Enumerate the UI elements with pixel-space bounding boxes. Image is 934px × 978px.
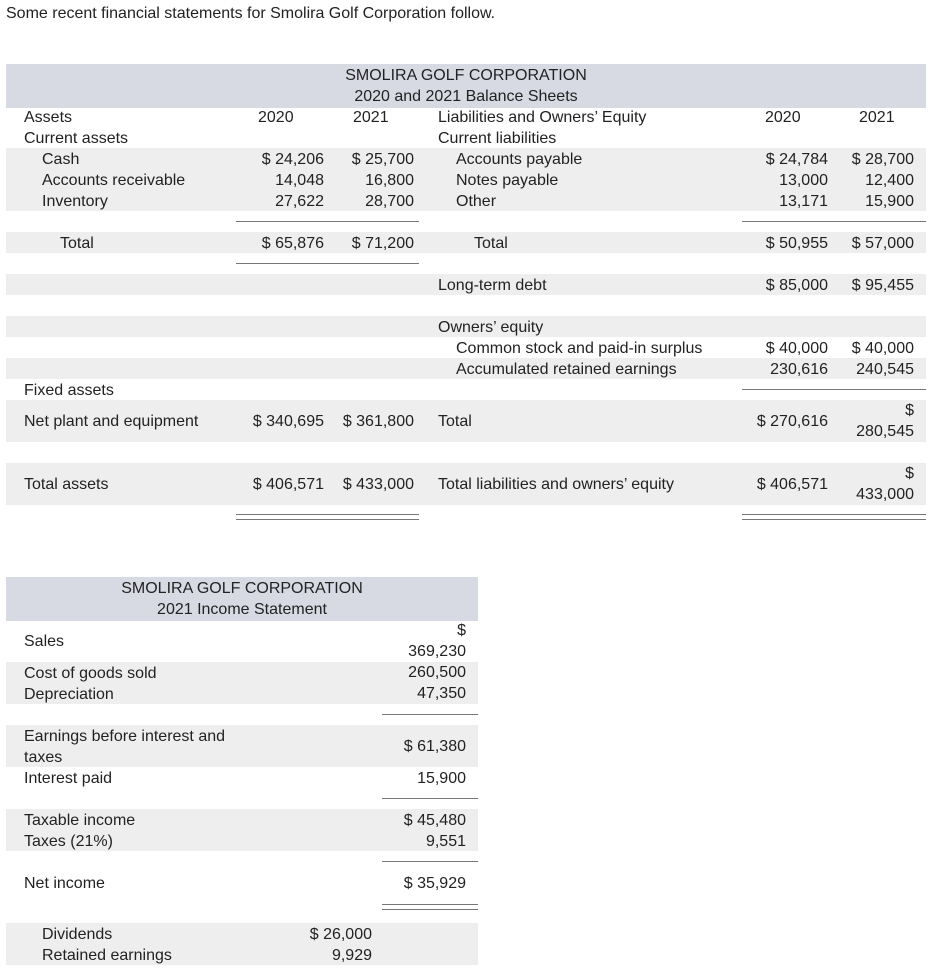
depreciation-value: 47,350 — [417, 685, 466, 702]
common-stock-label: Common stock and paid-in surplus — [456, 340, 703, 357]
interest-label: Interest paid — [24, 770, 113, 787]
ap-2020: $ 24,784 — [765, 151, 828, 168]
total-assets-label: Total assets — [24, 476, 109, 493]
total-le-label: Total liabilities and owners’ equity — [438, 476, 674, 493]
other-2021: 15,900 — [865, 193, 914, 210]
ar-2021: 16,800 — [365, 172, 414, 189]
liab-year2: 2021 — [859, 109, 895, 126]
total-le-2021: 433,000 — [856, 486, 914, 503]
assets-header: Assets — [24, 109, 73, 126]
cash-2020: $ 24,206 — [261, 151, 324, 168]
rule-interest — [382, 798, 478, 799]
total-le-2021-sign: $ — [905, 465, 914, 482]
fixed-assets-label: Fixed assets — [24, 382, 114, 399]
rule-current-assets — [236, 221, 419, 222]
retained-earnings-value: 9,929 — [331, 947, 372, 964]
ar-label: Accounts receivable — [42, 172, 186, 189]
ap-label: Accounts payable — [456, 151, 583, 168]
rule-expenses — [382, 714, 478, 715]
dividends-label: Dividends — [42, 926, 113, 943]
current-liabilities-label: Current liabilities — [438, 130, 557, 147]
total-current-liab-2020: $ 50,955 — [765, 235, 828, 252]
rule-equity — [742, 389, 926, 390]
total-equity-2021: 280,545 — [856, 423, 914, 440]
total-assets-2021: $ 433,000 — [342, 476, 414, 493]
cash-2021: $ 25,700 — [351, 151, 414, 168]
interest-value: 15,900 — [417, 770, 466, 787]
rule-current-liab — [742, 221, 926, 222]
double-rule-total-assets — [236, 514, 419, 520]
other-label: Other — [456, 193, 497, 210]
double-rule-total-le — [742, 514, 926, 520]
bs-company-name: SMOLIRA GOLF CORPORATION — [345, 67, 587, 84]
total-current-assets-2021: $ 71,200 — [351, 235, 414, 252]
net-plant-label: Net plant and equipment — [24, 413, 199, 430]
retained-2020: 230,616 — [770, 361, 828, 378]
retained-earnings-label: Retained earnings — [42, 947, 172, 964]
ap-2021: $ 28,700 — [851, 151, 914, 168]
ebit-value: $ 61,380 — [403, 738, 466, 755]
inventory-2020: 27,622 — [275, 193, 324, 210]
ltd-2020: $ 85,000 — [765, 277, 828, 294]
taxes-label: Taxes (21%) — [24, 833, 113, 850]
depreciation-label: Depreciation — [24, 686, 114, 703]
np-label: Notes payable — [456, 172, 559, 189]
ltd-2021: $ 95,455 — [851, 277, 914, 294]
total-assets-2020: $ 406,571 — [252, 476, 324, 493]
net-income-label: Net income — [24, 875, 105, 892]
dividends-value: $ 26,000 — [309, 926, 372, 943]
ebit-label-line2: taxes — [24, 749, 63, 766]
double-rule-net-income — [382, 904, 478, 910]
rule-taxes — [382, 861, 478, 862]
assets-year1: 2020 — [258, 109, 294, 126]
is-company-name: SMOLIRA GOLF CORPORATION — [121, 580, 363, 597]
total-current-assets-2020: $ 65,876 — [261, 235, 324, 252]
total-equity-2021-sign: $ — [905, 402, 914, 419]
net-income-value: $ 35,929 — [403, 875, 466, 892]
other-2020: 13,171 — [779, 193, 828, 210]
np-2020: 13,000 — [779, 172, 828, 189]
total-current-assets-label: Total — [60, 235, 94, 252]
net-plant-2020: $ 340,695 — [252, 413, 324, 430]
sales-label: Sales — [24, 633, 65, 650]
inventory-label: Inventory — [42, 193, 108, 210]
liab-year1: 2020 — [765, 109, 801, 126]
intro-text: Some recent financial statements for Smolira Golf Corporation follow. — [6, 5, 496, 22]
retained-label: Accumulated retained earnings — [456, 361, 677, 378]
bs-title: 2020 and 2021 Balance Sheets — [354, 88, 578, 105]
taxable-income-value: $ 45,480 — [403, 812, 466, 829]
assets-year2: 2021 — [353, 109, 389, 126]
common-stock-2021: $ 40,000 — [851, 340, 914, 357]
cogs-value: 260,500 — [408, 664, 466, 681]
np-2021: 12,400 — [865, 172, 914, 189]
total-current-liab-label: Total — [474, 235, 508, 252]
total-current-liab-2021: $ 57,000 — [851, 235, 914, 252]
inventory-2021: 28,700 — [365, 193, 414, 210]
total-equity-label: Total — [438, 413, 472, 430]
retained-2021: 240,545 — [856, 361, 914, 378]
is-title: 2021 Income Statement — [157, 601, 327, 618]
cash-label: Cash — [42, 151, 80, 168]
cogs-label: Cost of goods sold — [24, 665, 157, 682]
sales-value: 369,230 — [408, 643, 466, 660]
ar-2020: 14,048 — [275, 172, 324, 189]
total-le-2020: $ 406,571 — [756, 476, 828, 493]
ltd-label: Long-term debt — [438, 277, 547, 294]
ebit-label-line1: Earnings before interest and — [24, 728, 226, 745]
current-assets-label: Current assets — [24, 130, 129, 147]
common-stock-2020: $ 40,000 — [765, 340, 828, 357]
net-plant-2021: $ 361,800 — [342, 413, 414, 430]
liab-header: Liabilities and Owners’ Equity — [438, 109, 647, 126]
taxes-value: 9,551 — [425, 833, 466, 850]
taxable-income-label: Taxable income — [24, 812, 136, 829]
owners-equity-label: Owners’ equity — [438, 319, 544, 336]
rule-total-current-assets — [236, 263, 419, 264]
total-equity-2020: $ 270,616 — [756, 413, 828, 430]
sales-sign: $ — [457, 622, 466, 639]
